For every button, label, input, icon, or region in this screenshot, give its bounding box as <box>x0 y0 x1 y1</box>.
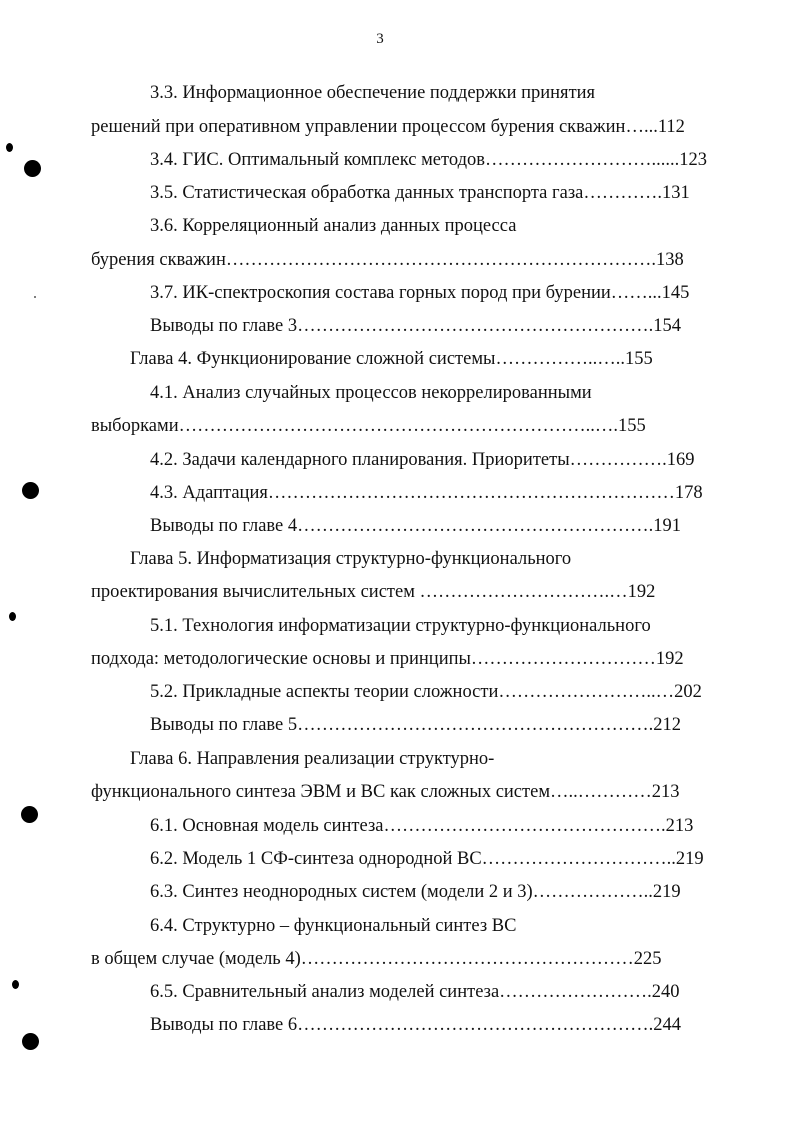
toc-line: проектирования вычислительных систем ………………………….…192 <box>91 582 656 602</box>
toc-line: Глава 4. Функционирование сложной системы……………..…..155 <box>130 349 653 369</box>
toc-line: решений при оперативном управлении процессом бурения скважин…...112 <box>91 117 685 137</box>
toc-line: 6.5. Сравнительный анализ моделей синтеза…………………….240 <box>150 982 680 1002</box>
toc-line: Глава 6. Направления реализации структурно- <box>130 749 495 769</box>
toc-line: 3.5. Статистическая обработка данных транспорта газа………….131 <box>150 183 690 203</box>
toc-line: 3.4. ГИС. Оптимальный комплекс методов………………………......123 <box>150 150 707 170</box>
toc-line: Выводы по главе 6………………………………………………….244 <box>150 1015 682 1035</box>
toc-line: Выводы по главе 4………………………………………………….191 <box>150 516 682 536</box>
scan-dot <box>34 296 36 298</box>
toc-line: подхода: методологические основы и принципы…………………………192 <box>91 649 684 669</box>
toc-line: 3.7. ИК-спектроскопия состава горных пород при бурении……...145 <box>150 283 690 303</box>
page-number: 3 <box>376 31 384 47</box>
toc-line: 6.4. Структурно – функциональный синтез ВС <box>150 916 517 936</box>
punch-hole <box>22 1033 39 1050</box>
toc-line: 6.2. Модель 1 СФ-синтеза однородной ВС…………………………..219 <box>150 849 704 869</box>
scan-speck <box>12 980 19 989</box>
toc-line: функционального синтеза ЭВМ и ВС как сложных систем…..…………213 <box>91 782 680 802</box>
toc-line: 3.3. Информационное обеспечение поддержки принятия <box>150 83 596 103</box>
toc-line: 6.3. Синтез неоднородных систем (модели 2 и 3)………………..219 <box>150 882 681 902</box>
punch-hole <box>22 482 39 499</box>
toc-line: 3.6. Корреляционный анализ данных процесса <box>150 216 517 236</box>
toc-line: Выводы по главе 5………………………………………………….212 <box>150 715 682 735</box>
toc-line: 5.2. Прикладные аспекты теории сложности……………………..…202 <box>150 682 702 702</box>
toc-line: выборками…………………………………………………………..….155 <box>91 416 646 436</box>
toc-line: 4.2. Задачи календарного планирования. Приоритеты…………….169 <box>150 450 695 470</box>
toc-line: 5.1. Технология информатизации структурно-функционального <box>150 616 651 636</box>
toc-line: в общем случае (модель 4)………………………………………………225 <box>91 949 662 969</box>
toc-line: бурения скважин…………………………………………………………….138 <box>91 250 684 270</box>
toc-line: Выводы по главе 3………………………………………………….154 <box>150 316 682 336</box>
punch-hole <box>24 160 41 177</box>
toc-line: 6.1. Основная модель синтеза……………………………………….213 <box>150 816 694 836</box>
punch-hole <box>21 806 38 823</box>
scan-speck <box>6 143 13 152</box>
toc-line: Глава 5. Информатизация структурно-функционального <box>130 549 572 569</box>
toc-line: 4.1. Анализ случайных процессов некоррелированными <box>150 383 592 403</box>
toc-line: 4.3. Адаптация…………………………………………………………178 <box>150 483 703 503</box>
scan-speck <box>9 612 16 621</box>
